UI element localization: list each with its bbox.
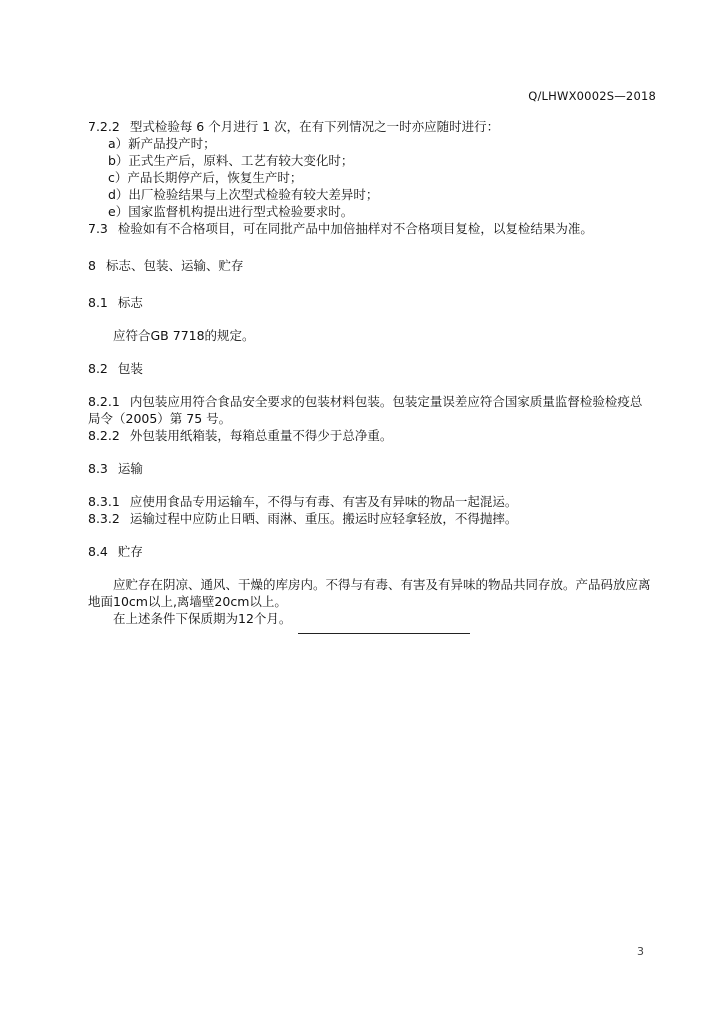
section-title: 贮存 [117,544,143,559]
clause-number: 8.2.2 [88,428,120,443]
clause-8-2-1 [88,393,658,410]
end-of-standard-rule [298,633,470,634]
section-title: 标志、包装、运输、贮存 [105,258,244,273]
list-item: e）国家监督机构提出进行型式检验要求时。 [108,204,354,219]
clause-text: 运输过程中应防止日晒、雨淋、重压。搬运时应轻拿轻放，不得抛摔。 [129,511,518,526]
list-item: d）出厂检验结果与上次型式检验有较大差异时； [108,187,379,202]
document-code: Q/LHWX0002S—2018 [528,89,656,103]
section-number: 8 [88,258,96,273]
clause-text: 内包装应用符合食品安全要求的包装材料包装。包装定量误差应符合国家质量监督检验检疫总 [129,394,643,409]
section-title: 包装 [117,361,143,376]
clause-8-3-1 [88,493,658,510]
clause-number: 8.3.1 [88,494,120,509]
section-heading-8-2 [88,360,658,377]
section-number: 8.3 [88,461,108,476]
list-item: a）新产品投产时； [108,136,216,151]
clause-text: 外包装用纸箱装，每箱总重量不得少于总净重。 [129,428,393,443]
section-heading-8-4 [88,543,658,560]
paragraph-line: 应贮存在阴凉、通风、干燥的库房内。不得与有毒、有害及有异味的物品共同存放。产品码放应离 [113,577,651,592]
clause-text: 检验如有不合格项目，可在同批产品中加倍抽样对不合格项目复检，以复检结果为准。 [117,221,593,236]
paragraph-line: 地面10cm以上,离墙壁20cm以上。 [88,594,287,609]
clause-number: 7.3 [88,221,108,236]
clause-number: 8.2.1 [88,394,120,409]
clause-8-2-2 [88,427,658,444]
section-heading-8-3 [88,460,658,477]
clause-number: 8.3.2 [88,511,120,526]
clause-number: 7.2.2 [88,119,120,134]
list-item: b）正式生产后，原料、工艺有较大变化时； [108,153,354,168]
clause-8-3-2 [88,510,658,527]
clause-7-2-2 [88,118,658,135]
section-title: 标志 [117,295,143,310]
clause-text-continued: 局令（2005）第 75 号。 [88,411,232,426]
section-heading-8 [88,257,658,274]
section-number: 8.1 [88,295,108,310]
paragraph: 应符合GB 7718的规定。 [113,328,255,343]
page-number: 3 [637,945,644,958]
section-title: 运输 [117,461,143,476]
list-item: c）产品长期停产后，恢复生产时； [108,170,303,185]
clause-7-3 [88,220,658,237]
section-number: 8.2 [88,361,108,376]
document-body [88,118,658,627]
section-number: 8.4 [88,544,108,559]
clause-text: 应使用食品专用运输车，不得与有毒、有害及有异味的物品一起混运。 [129,494,518,509]
section-heading-8-1 [88,294,658,311]
clause-text: 型式检验每 6 个月进行 1 次，在有下列情况之一时亦应随时进行： [129,119,500,134]
paragraph: 在上述条件下保质期为12个月。 [113,611,292,626]
